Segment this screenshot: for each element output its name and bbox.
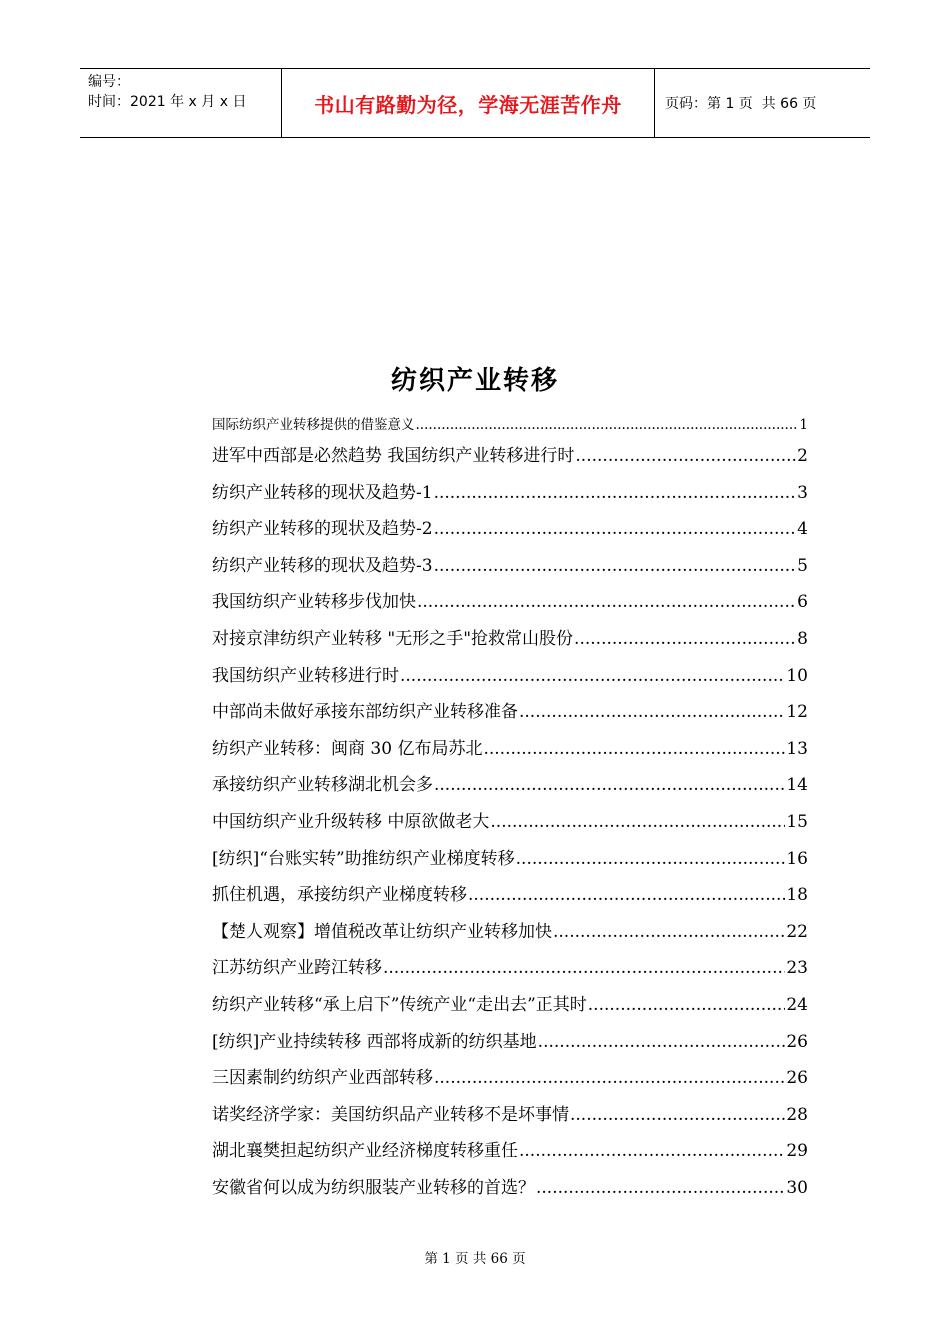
toc-entry-page: 2 [797,446,808,466]
toc-entry-title: 【楚人观察】增值税改革让纺织产业转移加快 [212,921,552,942]
toc-entry-title: 进军中西部是必然趋势 我国纺织产业转移进行时 [212,446,575,466]
toc-dot-leader [383,950,785,987]
header-page-info [655,69,870,137]
toc-dot-leader [434,1060,785,1097]
toc-dot-leader [519,1133,785,1170]
toc-entry[interactable] [212,804,808,841]
toc-entry-title: 国际纺织产业转移提供的借鉴意义 [212,417,415,433]
toc-dot-leader [575,438,796,475]
toc-entry[interactable] [212,1170,808,1207]
toc-entry[interactable] [212,841,808,878]
toc-entry-title: 承接纺织产业转移湖北机会多 [212,775,433,796]
toc-dot-leader [516,841,786,878]
toc-dot-leader [400,658,785,695]
toc-entry-title: 中部尚未做好承接东部纺织产业转移准备 [212,702,518,723]
toc-entry-title: 对接京津纺织产业转移 "无形之手"抢救常山股份 [212,628,574,649]
toc-entry[interactable] [212,548,808,585]
toc-entry-page: 22 [786,921,808,942]
toc-entry[interactable] [212,511,808,548]
toc-entry-title: [纺织]“台账实转”助推纺织产业梯度转移 [212,848,515,869]
toc-entry-page: 28 [786,1104,808,1125]
toc-dot-leader [570,1097,785,1134]
toc-entry[interactable] [212,767,808,804]
toc-dot-leader [490,804,785,841]
table-of-contents [212,412,808,1206]
toc-entry[interactable] [212,475,808,512]
toc-entry-page: 10 [786,665,808,686]
toc-entry[interactable] [212,694,808,731]
header-meta [80,69,282,137]
document-title: 纺织产业转移 [390,366,559,396]
toc-entry-title: [纺织]产业持续转移 西部将成新的纺织基地 [212,1031,537,1052]
toc-entry-title: 纺织产业转移的现状及趋势-1 [212,482,433,503]
toc-entry[interactable] [212,621,808,658]
toc-entry-title: 江苏纺织产业跨江转移 [212,958,382,979]
toc-entry-title: 安徽省何以成为纺织服装产业转移的首选？ [212,1177,535,1198]
toc-entry[interactable] [212,987,808,1024]
toc-entry[interactable] [212,877,808,914]
toc-entry-title: 我国纺织产业转移进行时 [212,665,399,686]
toc-entry-page: 18 [786,885,808,906]
page-footer: 第 1 页 共 66 页 [424,1251,526,1267]
header-motto: 书山有路勤为径，学海无涯苦作舟 [282,69,655,137]
toc-entry[interactable] [212,1097,808,1134]
toc-entry-title: 我国纺织产业转移步伐加快 [212,592,416,613]
toc-entry-title: 纺织产业转移：闽商 30 亿布局苏北 [212,738,483,759]
toc-entry-title: 纺织产业转移的现状及趋势-2 [212,519,433,540]
toc-dot-leader [553,914,785,951]
toc-entry-page: 3 [797,482,808,503]
toc-dot-leader [574,621,796,658]
toc-dot-leader [538,1024,786,1061]
toc-entry-page: 16 [786,848,808,869]
toc-entry-title: 抓住机遇，承接纺织产业梯度转移 [212,885,467,906]
toc-entry-title: 三因素制约纺织产业西部转移 [212,1068,433,1089]
toc-entry-page: 5 [797,555,808,576]
toc-entry-page: 15 [786,811,808,832]
toc-entry-page: 26 [786,1068,808,1089]
toc-entry-page: 12 [786,702,808,723]
toc-dot-leader [434,511,797,548]
toc-entry-page: 24 [786,994,808,1015]
toc-entry[interactable] [212,914,808,951]
toc-dot-leader [483,731,785,768]
toc-entry[interactable] [212,412,808,438]
toc-entry-page: 8 [797,628,808,649]
document-date-label: 时间：2021 年 x 月 x 日 [88,94,247,110]
toc-entry-title: 中国纺织产业升级转移 中原欲做老大 [212,811,490,832]
toc-dot-leader [434,548,797,585]
toc-entry[interactable] [212,1133,808,1170]
toc-entry-page: 23 [786,958,808,979]
page-header [80,68,870,138]
toc-entry-page: 29 [786,1141,808,1162]
toc-dot-leader [519,694,785,731]
toc-entry-title: 纺织产业转移的现状及趋势-3 [212,555,433,576]
toc-dot-leader [417,584,796,621]
toc-entry[interactable] [212,950,808,987]
toc-entry[interactable] [212,731,808,768]
toc-entry-page: 1 [799,417,808,433]
toc-entry[interactable] [212,1024,808,1061]
toc-entry[interactable] [212,438,808,475]
toc-entry[interactable] [212,658,808,695]
toc-entry-title: 湖北襄樊担起纺织产业经济梯度转移重任 [212,1141,518,1162]
toc-entry[interactable] [212,584,808,621]
toc-entry-page: 4 [797,519,808,540]
toc-dot-leader [434,475,797,512]
document-number-label: 编号： [88,74,130,90]
toc-dot-leader [588,987,786,1024]
toc-entry-page: 6 [797,592,808,613]
toc-entry-title: 纺织产业转移“承上启下”传统产业“走出去”正其时 [212,994,587,1015]
toc-entry[interactable] [212,1060,808,1097]
page-info-text: 页码：第 1 页 共 66 页 [665,96,817,112]
toc-entry-page: 26 [786,1031,808,1052]
toc-entry-title: 诺奖经济学家：美国纺织品产业转移不是坏事情 [212,1104,569,1125]
toc-dot-leader [468,877,785,914]
toc-dot-leader [536,1170,785,1207]
toc-entry-page: 14 [786,775,808,796]
toc-dot-leader [416,412,799,438]
toc-entry-page: 13 [786,738,808,759]
toc-dot-leader [434,767,785,804]
toc-entry-page: 30 [786,1177,808,1198]
